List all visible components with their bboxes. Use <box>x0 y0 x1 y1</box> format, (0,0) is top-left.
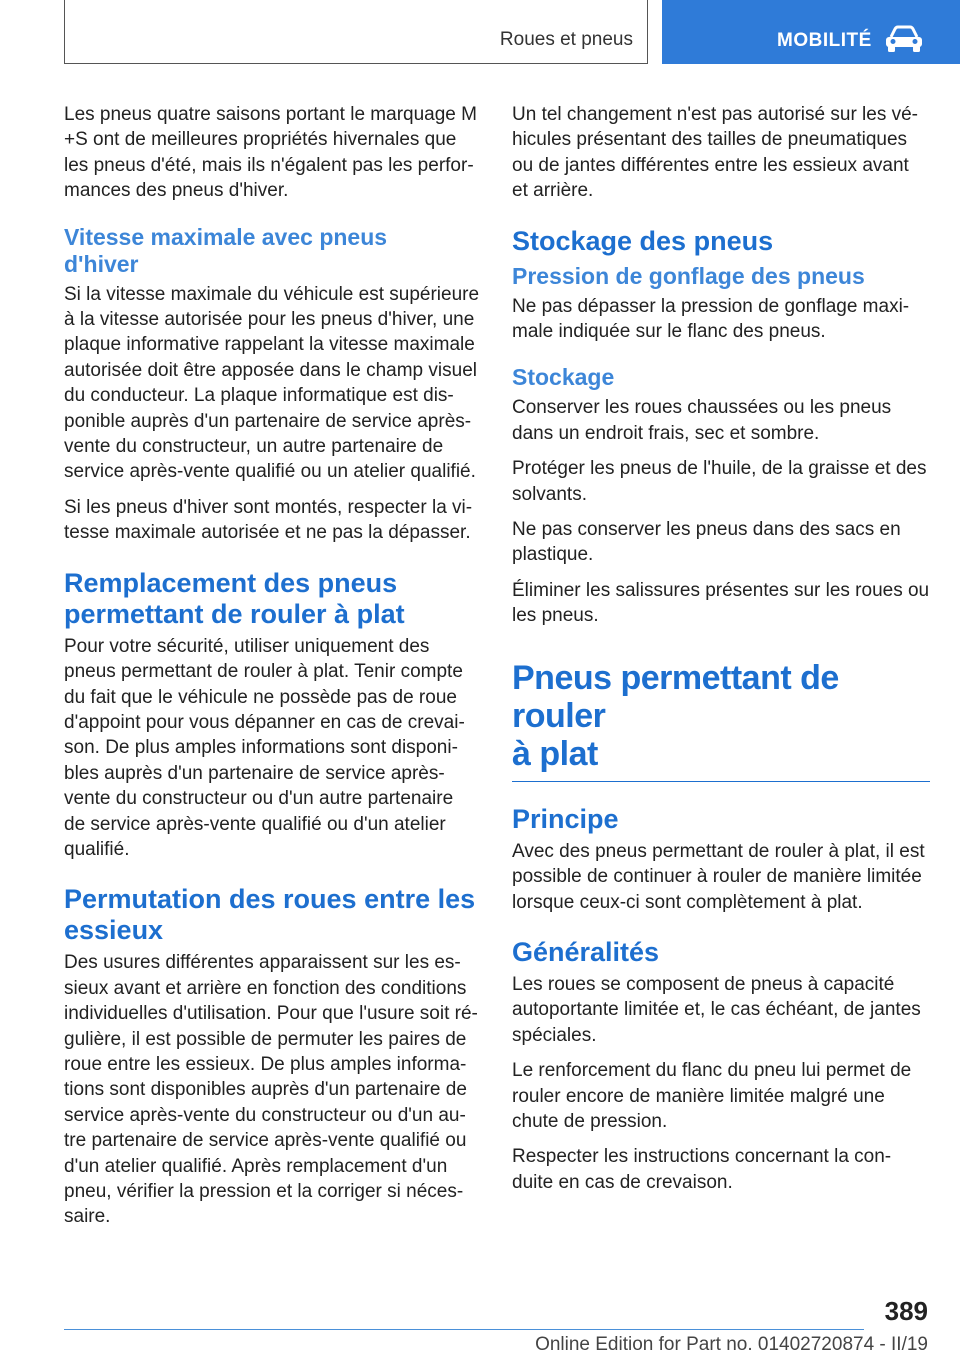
paragraph-winter-speed-respect: Si les pneus d'hiver sont montés, respecter la vi- tesse maximale autorisée et ne pas la dépasser. <box>64 496 473 544</box>
heading-tire-storage: Stockage des pneus <box>512 225 774 256</box>
paragraph-storage-oil: Protéger les pneus de l'huile, de la graisse et des solvants. <box>512 458 927 505</box>
paragraph-general-puncture: Respecter les instructions concernant la con- duite en cas de crevaison. <box>512 1146 892 1193</box>
heading-winter-max-speed: Vitesse maximale avec pneus d'hiver <box>64 223 388 277</box>
footer-edition: Online Edition for Part no. 01402720874 - II/19 <box>535 1334 928 1355</box>
paragraph-storage-bags: Ne pas conserver les pneus dans des sacs en plastique. <box>512 519 901 566</box>
header-chapter-tab <box>662 0 960 64</box>
paragraph-storage-dirt: Éliminer les salissures présentes sur les roues ou les pneus. <box>512 579 930 627</box>
page-number: 389 <box>884 1296 928 1326</box>
paragraph-general-wheels: Les roues se composent de pneus à capacité autoportante limitée et, le cas échéant, de jantes spéciales. <box>512 973 921 1046</box>
heading-runflat-replacement: Remplacement des pneus permettant de rouler à plat <box>64 567 405 629</box>
paragraph-size-change: Un tel changement n'est pas autorisé sur les vé- hicules présentant des tailles de pneumatiques ou de jantes différentes entre les essieux avant et arrière. <box>512 104 919 202</box>
right-column <box>512 102 930 1205</box>
heading-wheel-rotation: Permutation des roues entre les essieux <box>64 884 476 946</box>
footer-divider <box>64 1329 864 1330</box>
paragraph-inflation-pressure: Ne pas dépasser la pression de gonflage maxi- male indiquée sur le flanc des pneus. <box>512 295 910 343</box>
paragraph-wheel-rotation: Des usures différentes apparaissent sur les es- sieux avant et arrière en fonction des conditions individuelles d'utilisation. Pour que l'usure soit ré- gulière, il est possible de permuter les paires de roue entre les essieux. De plus amples informa- tions sont disponibles auprès d'un partenaire de service après-vente du constructeur ou d'un au- tre partenaire de service après-vente qualifié ou d'un atelier qualifié. Après remplacement d'un pneu, vérifier la pression et la corriger si néces- saire. <box>64 952 478 1228</box>
paragraph-all-season: Les pneus quatre saisons portant le marquage M +S ont de meilleures propriétés hivernales que les pneus d'été, mais ils n'égalent pas les perfor- mances des pneus d'hiver. <box>64 104 477 202</box>
paragraph-storage-cool: Conserver les roues chaussées ou les pneus dans un endroit frais, sec et sombre. <box>512 397 892 444</box>
paragraph-winter-speed-plate: Si la vitesse maximale du véhicule est supérieure à la vitesse autorisée pour les pneus d'hiver, une plaque informative rappelant la vitesse maximale autorisée doit être apposée dans le champ visuel du conducteur. La plaque informatique est dis- ponible auprès d'un partenaire de service après- vente du constructeur, un autre partenaire de service après-vente qualifié ou un atelier qualifié. <box>64 283 480 483</box>
paragraph-principle: Avec des pneus permettant de rouler à plat, il est possible de continuer à rouler de manière limitée lorsque ceux-ci sont complètement à plat. <box>512 840 925 913</box>
paragraph-general-sidewall: Le renforcement du flanc du pneu lui permet de rouler encore de manière limitée malgré une chute de pression. <box>512 1060 912 1132</box>
left-column <box>64 102 482 1240</box>
car-icon <box>884 25 924 53</box>
heading-runflat-tires: Pneus permettant de rouler à plat <box>512 659 930 782</box>
heading-inflation-pressure: Pression de gonflage des pneus <box>512 262 865 289</box>
header-section-title: Roues et pneus <box>499 29 633 50</box>
header-chapter-title: MOBILITÉ <box>777 30 872 51</box>
header-section-box <box>64 0 648 64</box>
heading-principle: Principe <box>512 803 619 834</box>
heading-general: Généralités <box>512 936 660 967</box>
paragraph-runflat-replacement: Pour votre sécurité, utiliser uniquement des pneus permettant de rouler à plat. Tenir compte du fait que le véhicule ne possède pas de roue d'appoint pour vous dépanner en cas de crevai- son. De plus amples informations sont disponi- bles auprès d'un partenaire de service après- vente du constructeur ou d'un autre partenaire de service après-vente qualifié ou d'un atelier qualifié. <box>64 635 465 860</box>
heading-storage: Stockage <box>512 364 615 391</box>
